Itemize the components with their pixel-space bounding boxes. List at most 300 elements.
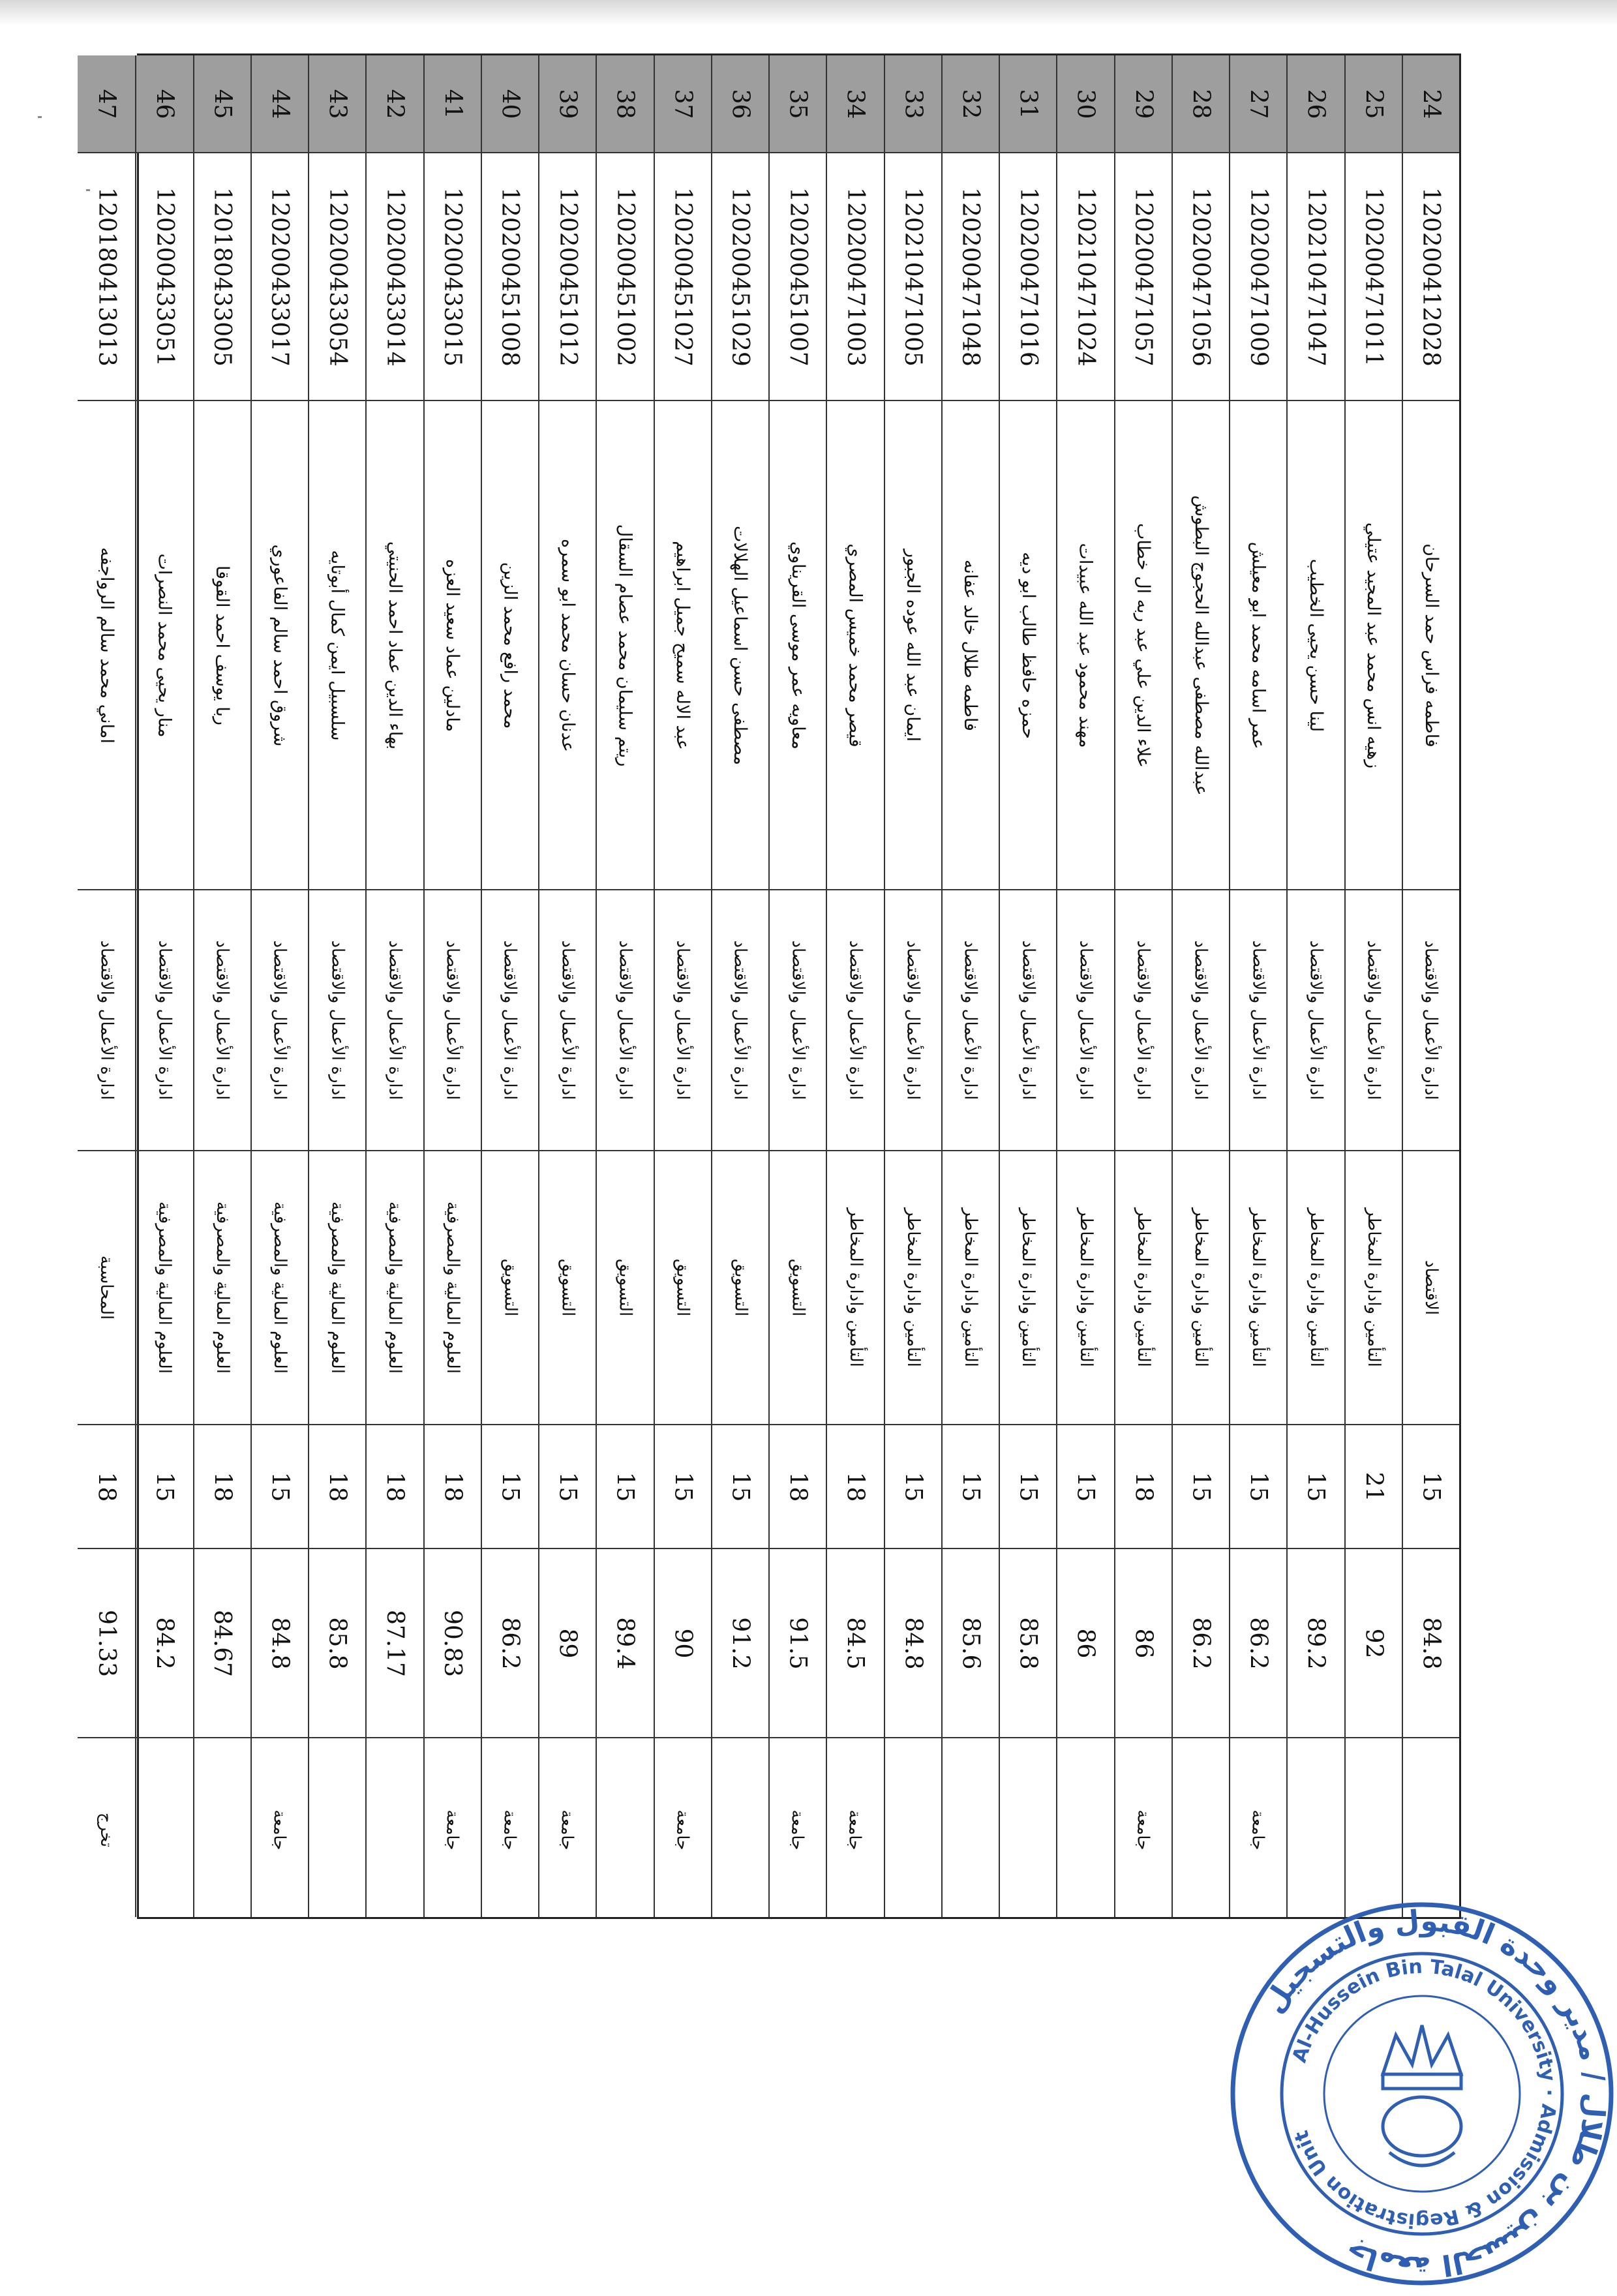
student-name: مهند محمود عبد الله عبيدات — [1075, 542, 1096, 748]
student-name: عبد الاله سميح جميل ابراهيم — [672, 540, 693, 750]
credit-hours-cell — [885, 1425, 941, 1549]
faculty-cell — [827, 890, 883, 1151]
status: تخرج — [97, 1812, 116, 1847]
faculty: ادارة الأعمال والاقتصاد — [1248, 940, 1269, 1100]
table-row — [250, 55, 308, 1917]
status-cell — [194, 1738, 250, 1921]
average-cell — [1403, 1549, 1459, 1738]
average: 86.2 — [1187, 1616, 1215, 1670]
row-number: 27 — [1245, 89, 1272, 119]
average-cell — [827, 1549, 883, 1738]
average-cell — [367, 1549, 423, 1738]
student-id: 120200451012 — [554, 187, 581, 367]
faculty-cell — [770, 890, 826, 1151]
row-number-cell — [1346, 55, 1402, 153]
status: جامعة — [788, 1809, 808, 1850]
credit-hours: 15 — [1072, 1472, 1099, 1502]
average: 84.67 — [209, 1609, 236, 1677]
student-name-cell — [425, 401, 481, 890]
credit-hours: 18 — [324, 1472, 351, 1502]
student-name-cell — [539, 401, 596, 890]
status-cell — [1000, 1738, 1056, 1921]
row-number-cell — [943, 55, 999, 153]
average-cell — [1288, 1549, 1344, 1738]
student-name: اماني محمد سالم الرواجفه — [96, 547, 117, 744]
major: التسويق — [730, 1258, 750, 1317]
faculty-cell — [482, 890, 538, 1151]
table-row — [135, 55, 192, 1917]
student-id: 120200451008 — [496, 187, 524, 367]
major: التأمين وادارة المخاطر — [1363, 1208, 1383, 1367]
student-id-cell — [194, 153, 250, 401]
faculty-cell — [367, 890, 423, 1151]
faculty: ادارة الأعمال والاقتصاد — [385, 940, 405, 1100]
student-name-cell — [1288, 401, 1344, 890]
student-name: شروق احمد سالم الفاعوري — [269, 543, 290, 747]
student-name-cell — [597, 401, 653, 890]
faculty: ادارة الأعمال والاقتصاد — [442, 940, 462, 1100]
major-cell — [770, 1151, 826, 1425]
faculty: ادارة الأعمال والاقتصاد — [1363, 940, 1383, 1100]
status-cell — [309, 1738, 365, 1921]
major: التسويق — [615, 1258, 635, 1317]
faculty: ادارة الأعمال والاقتصاد — [212, 940, 232, 1100]
average-cell — [1346, 1549, 1402, 1738]
major-cell — [482, 1151, 538, 1425]
credit-hours-cell — [712, 1425, 768, 1549]
average: 87.17 — [381, 1609, 408, 1677]
faculty-cell — [1173, 890, 1229, 1151]
major-cell — [1000, 1151, 1056, 1425]
row-number-cell — [482, 55, 538, 153]
average: 86 — [1072, 1628, 1099, 1658]
major: التسويق — [788, 1258, 808, 1317]
student-name-cell — [482, 401, 538, 890]
status-cell — [78, 1738, 135, 1921]
scan-edge-shadow — [0, 0, 1617, 26]
major: التأمين وادارة المخاطر — [1018, 1208, 1038, 1367]
row-number: 25 — [1360, 89, 1387, 119]
student-name-cell — [367, 401, 423, 890]
row-number-cell — [655, 55, 711, 153]
student-name-cell — [136, 401, 192, 890]
student-name: سلسبيل ايمن كمال أبوتايه — [327, 549, 348, 741]
credit-hours-cell — [367, 1425, 423, 1549]
faculty-cell — [885, 890, 941, 1151]
credit-hours-cell — [770, 1425, 826, 1549]
faculty-cell — [943, 890, 999, 1151]
student-name: لينا حسن يحيى الخطيب — [1305, 558, 1326, 732]
average-cell — [252, 1549, 308, 1738]
faculty: ادارة الأعمال والاقتصاد — [1018, 940, 1038, 1100]
status-cell — [482, 1738, 538, 1921]
faculty-cell — [1403, 890, 1459, 1151]
average: 90.83 — [439, 1609, 466, 1677]
row-number-cell — [597, 55, 653, 153]
row-number: 37 — [669, 89, 697, 119]
student-id-cell — [827, 153, 883, 401]
major-cell — [367, 1151, 423, 1425]
status: جامعة — [443, 1809, 462, 1850]
faculty: ادارة الأعمال والاقتصاد — [615, 940, 635, 1100]
student-name: علاء الدين علي عبد ربه ال خطاب — [1133, 522, 1154, 768]
credit-hours: 21 — [1360, 1472, 1387, 1502]
credit-hours-cell — [425, 1425, 481, 1549]
major: التأمين وادارة المخاطر — [1306, 1208, 1326, 1367]
major-cell — [78, 1151, 135, 1425]
credit-hours: 15 — [496, 1472, 524, 1502]
average-cell — [539, 1549, 596, 1738]
average: 84.8 — [899, 1616, 927, 1670]
major: العلوم المالية والمصرفية — [212, 1201, 232, 1374]
student-name: عدنان حسان محمد ابو سمره — [557, 538, 578, 752]
row-number-cell — [827, 55, 883, 153]
major-cell — [1288, 1151, 1344, 1425]
row-number-cell — [136, 55, 192, 153]
faculty-cell — [1057, 890, 1113, 1151]
major-cell — [1230, 1151, 1286, 1425]
average-cell — [309, 1549, 365, 1738]
row-number: 34 — [841, 89, 869, 119]
student-id-cell — [1230, 153, 1286, 401]
student-name-cell — [194, 401, 250, 890]
status: جامعة — [270, 1809, 290, 1850]
student-id: 120200433051 — [151, 187, 178, 367]
row-number-cell — [425, 55, 481, 153]
table-row — [1229, 55, 1286, 1917]
row-number: 44 — [266, 89, 294, 119]
scan-speck — [38, 116, 42, 118]
student-name: منار يحيى محمد النصرات — [154, 553, 175, 737]
credit-hours: 18 — [439, 1472, 466, 1502]
row-number: 28 — [1187, 89, 1215, 119]
status: جامعة — [1134, 1809, 1153, 1850]
student-name: حمزه حافظ طالب ابو ديه — [1018, 551, 1038, 739]
student-id-cell — [425, 153, 481, 401]
major: التسويق — [672, 1258, 693, 1317]
faculty: ادارة الأعمال والاقتصاد — [558, 940, 578, 1100]
credit-hours-cell — [1115, 1425, 1171, 1549]
credit-hours-cell — [1230, 1425, 1286, 1549]
student-name: ايمان عبد الله عوده الجبور — [903, 549, 924, 742]
average: 86.2 — [496, 1616, 524, 1670]
student-id: 120180413013 — [93, 187, 120, 367]
student-id: 120210471024 — [1072, 187, 1099, 367]
faculty: ادارة الأعمال والاقتصاد — [903, 940, 923, 1100]
student-id-cell — [885, 153, 941, 401]
credit-hours-cell — [1403, 1425, 1459, 1549]
student-id-cell — [1000, 153, 1056, 401]
faculty: ادارة الأعمال والاقتصاد — [788, 940, 808, 1100]
row-number-cell — [252, 55, 308, 153]
student-name-cell — [252, 401, 308, 890]
major: العلوم المالية والمصرفية — [442, 1201, 462, 1374]
student-id: 120200471057 — [1130, 187, 1157, 367]
major: التأمين وادارة المخاطر — [845, 1208, 866, 1367]
average: 89.2 — [1302, 1616, 1329, 1670]
student-id: 120200471009 — [1245, 187, 1272, 367]
average: 91.33 — [93, 1609, 120, 1677]
table-row — [654, 55, 711, 1917]
student-id: 120200433015 — [439, 187, 466, 367]
faculty-cell — [252, 890, 308, 1151]
credit-hours-cell — [194, 1425, 250, 1549]
faculty: ادارة الأعمال والاقتصاد — [155, 940, 175, 1100]
status-cell — [367, 1738, 423, 1921]
average-cell — [597, 1549, 653, 1738]
row-number-cell — [309, 55, 365, 153]
row-number: 24 — [1417, 89, 1445, 119]
row-number-cell — [367, 55, 423, 153]
average: 90 — [669, 1628, 697, 1658]
credit-hours: 18 — [841, 1472, 869, 1502]
table-row — [538, 55, 596, 1917]
status-cell — [252, 1738, 308, 1921]
student-id-cell — [1403, 153, 1459, 401]
average: 89.4 — [611, 1616, 639, 1670]
row-number-cell — [1403, 55, 1459, 153]
table-row — [78, 55, 135, 1917]
student-id-cell — [136, 153, 192, 401]
student-honor-table — [93, 53, 1461, 1919]
credit-hours-cell — [1000, 1425, 1056, 1549]
average: 86 — [1130, 1628, 1157, 1658]
credit-hours-cell — [1057, 1425, 1113, 1549]
student-id: 120200451007 — [784, 187, 811, 367]
student-name-cell — [655, 401, 711, 890]
major-cell — [136, 1151, 192, 1425]
credit-hours: 15 — [1302, 1472, 1329, 1502]
table-row — [365, 55, 423, 1917]
student-id-cell — [943, 153, 999, 401]
student-name: فاطمه طلال خالد عفانه — [960, 559, 981, 731]
average-cell — [1115, 1549, 1171, 1738]
row-number-cell — [1115, 55, 1171, 153]
average: 85.6 — [957, 1616, 984, 1670]
student-id: 120200451002 — [611, 187, 639, 367]
student-id-cell — [712, 153, 768, 401]
student-name: معاويه عمر موسى القريناوي — [787, 541, 808, 749]
faculty: ادارة الأعمال والاقتصاد — [845, 940, 866, 1100]
table-row — [884, 55, 941, 1917]
row-number-cell — [712, 55, 768, 153]
average-cell — [885, 1549, 941, 1738]
faculty-cell — [712, 890, 768, 1151]
student-name-cell — [943, 401, 999, 890]
student-id-cell — [482, 153, 538, 401]
major-cell — [252, 1151, 308, 1425]
average: 84.8 — [1417, 1616, 1445, 1670]
student-name-cell — [1057, 401, 1113, 890]
student-id-cell — [1057, 153, 1113, 401]
major-cell — [194, 1151, 250, 1425]
student-id-cell — [1173, 153, 1229, 401]
student-name: مادلين عماد سعيد العزه — [442, 558, 463, 732]
major: التسويق — [558, 1258, 578, 1317]
student-id-cell — [252, 153, 308, 401]
student-name-cell — [712, 401, 768, 890]
student-name: زهيه انس محمد عبد المجيد عتيلي — [1363, 522, 1384, 768]
student-id: 120200433017 — [266, 187, 294, 367]
student-name: ربا يوسف احمد القوقا — [212, 565, 233, 725]
average-cell — [712, 1549, 768, 1738]
faculty-cell — [194, 890, 250, 1151]
average-cell — [1230, 1549, 1286, 1738]
credit-hours: 18 — [1130, 1472, 1157, 1502]
credit-hours: 15 — [1245, 1472, 1272, 1502]
credit-hours: 18 — [784, 1472, 811, 1502]
faculty-cell — [1000, 890, 1056, 1151]
status-cell — [827, 1738, 883, 1921]
major-cell — [1346, 1151, 1402, 1425]
student-id: 120200412028 — [1417, 187, 1445, 367]
student-name: مصطفى حسن اسماعيل الهلالات — [730, 525, 751, 765]
table-row — [999, 55, 1056, 1917]
average: 91.2 — [727, 1616, 754, 1670]
status: جامعة — [558, 1809, 577, 1850]
student-id-cell — [597, 153, 653, 401]
student-name-cell — [1346, 401, 1402, 890]
average: 84.2 — [151, 1616, 178, 1670]
student-name: عبدالله مصطفى عبدالله الحجوج البطوش — [1190, 494, 1211, 796]
status: جامعة — [500, 1809, 520, 1850]
faculty-cell — [597, 890, 653, 1151]
student-name-cell — [770, 401, 826, 890]
credit-hours-cell — [252, 1425, 308, 1549]
student-name: عمر اسامه محمد ابو معيلش — [1248, 541, 1269, 749]
table-row — [1171, 55, 1229, 1917]
average-cell — [770, 1549, 826, 1738]
status-cell — [770, 1738, 826, 1921]
table-row — [1402, 55, 1459, 1917]
stamp-english-text: Al-Hussein Bin Talal University · Admission & Registration Unit — [1288, 1955, 1561, 2233]
student-name-cell — [1173, 401, 1229, 890]
status-cell — [597, 1738, 653, 1921]
row-number-cell — [1288, 55, 1344, 153]
credit-hours: 15 — [554, 1472, 581, 1502]
average-cell — [1000, 1549, 1056, 1738]
table-row — [423, 55, 481, 1917]
major-cell — [827, 1151, 883, 1425]
student-name-cell — [1230, 401, 1286, 890]
status: جامعة — [845, 1809, 865, 1850]
faculty: ادارة الأعمال والاقتصاد — [1133, 940, 1153, 1100]
credit-hours-cell — [943, 1425, 999, 1549]
student-id-cell — [770, 153, 826, 401]
major: التسويق — [500, 1258, 520, 1317]
credit-hours-cell — [482, 1425, 538, 1549]
status: جامعة — [1248, 1809, 1268, 1850]
average-cell — [136, 1549, 192, 1738]
row-number: 32 — [957, 89, 984, 119]
credit-hours: 15 — [899, 1472, 927, 1502]
faculty-cell — [1346, 890, 1402, 1151]
row-number-cell — [1057, 55, 1113, 153]
faculty: ادارة الأعمال والاقتصاد — [672, 940, 693, 1100]
major: التأمين وادارة المخاطر — [1076, 1208, 1096, 1367]
credit-hours-cell — [309, 1425, 365, 1549]
row-number-cell — [885, 55, 941, 153]
student-id: 120200451027 — [669, 187, 697, 367]
major: الاقتصاد — [1421, 1260, 1441, 1316]
credit-hours: 15 — [611, 1472, 639, 1502]
table-row — [596, 55, 653, 1917]
table-row — [308, 55, 365, 1917]
row-number: 47 — [93, 89, 120, 119]
credit-hours-cell — [655, 1425, 711, 1549]
student-id-cell — [78, 153, 135, 401]
student-name-cell — [885, 401, 941, 890]
table-row — [1344, 55, 1402, 1917]
student-name-cell — [827, 401, 883, 890]
major-cell — [309, 1151, 365, 1425]
faculty: ادارة الأعمال والاقتصاد — [730, 940, 750, 1100]
row-number: 35 — [784, 89, 811, 119]
credit-hours-cell — [539, 1425, 596, 1549]
faculty: ادارة الأعمال والاقتصاد — [327, 940, 348, 1100]
table-row — [1114, 55, 1171, 1917]
student-id-cell — [309, 153, 365, 401]
row-number-cell — [1230, 55, 1286, 153]
average-cell — [1057, 1549, 1113, 1738]
row-number-cell — [1173, 55, 1229, 153]
credit-hours-cell — [136, 1425, 192, 1549]
credit-hours: 18 — [93, 1472, 120, 1502]
row-number: 46 — [151, 89, 178, 119]
faculty-cell — [1288, 890, 1344, 1151]
student-id: 120200471011 — [1360, 187, 1387, 367]
table-rows — [93, 55, 1459, 1917]
major: التأمين وادارة المخاطر — [1248, 1208, 1269, 1367]
student-name: بهاء الدين عماد احمد الحنيتي — [384, 541, 405, 749]
row-number-cell — [770, 55, 826, 153]
row-number-cell — [1000, 55, 1056, 153]
faculty-cell — [1115, 890, 1171, 1151]
row-number: 29 — [1130, 89, 1157, 119]
status-cell — [1057, 1738, 1113, 1921]
crown-emblem-icon — [1383, 2025, 1461, 2166]
status-cell — [943, 1738, 999, 1921]
status-cell — [425, 1738, 481, 1921]
student-id-cell — [539, 153, 596, 401]
row-number: 36 — [727, 89, 754, 119]
table-row — [1286, 55, 1344, 1917]
credit-hours: 15 — [957, 1472, 984, 1502]
student-name-cell — [1403, 401, 1459, 890]
status-cell — [712, 1738, 768, 1921]
major-cell — [1115, 1151, 1171, 1425]
student-id: 120200471016 — [1014, 187, 1042, 367]
student-id: 120200471048 — [957, 187, 984, 367]
major: العلوم المالية والمصرفية — [385, 1201, 405, 1374]
status-cell — [539, 1738, 596, 1921]
student-id-cell — [367, 153, 423, 401]
average: 89 — [554, 1628, 581, 1658]
university-stamp — [1220, 1892, 1617, 2296]
major: العلوم المالية والمصرفية — [327, 1201, 348, 1374]
row-number-cell — [539, 55, 596, 153]
row-number: 33 — [899, 89, 927, 119]
average-cell — [655, 1549, 711, 1738]
faculty-cell — [1230, 890, 1286, 1151]
credit-hours-cell — [1173, 1425, 1229, 1549]
student-name-cell — [78, 401, 135, 890]
table-row — [481, 55, 538, 1917]
student-name-cell — [1000, 401, 1056, 890]
row-number: 41 — [439, 89, 466, 119]
table-row — [711, 55, 768, 1917]
student-name: ريتم سليمان محمد عصام السقال — [614, 524, 635, 766]
